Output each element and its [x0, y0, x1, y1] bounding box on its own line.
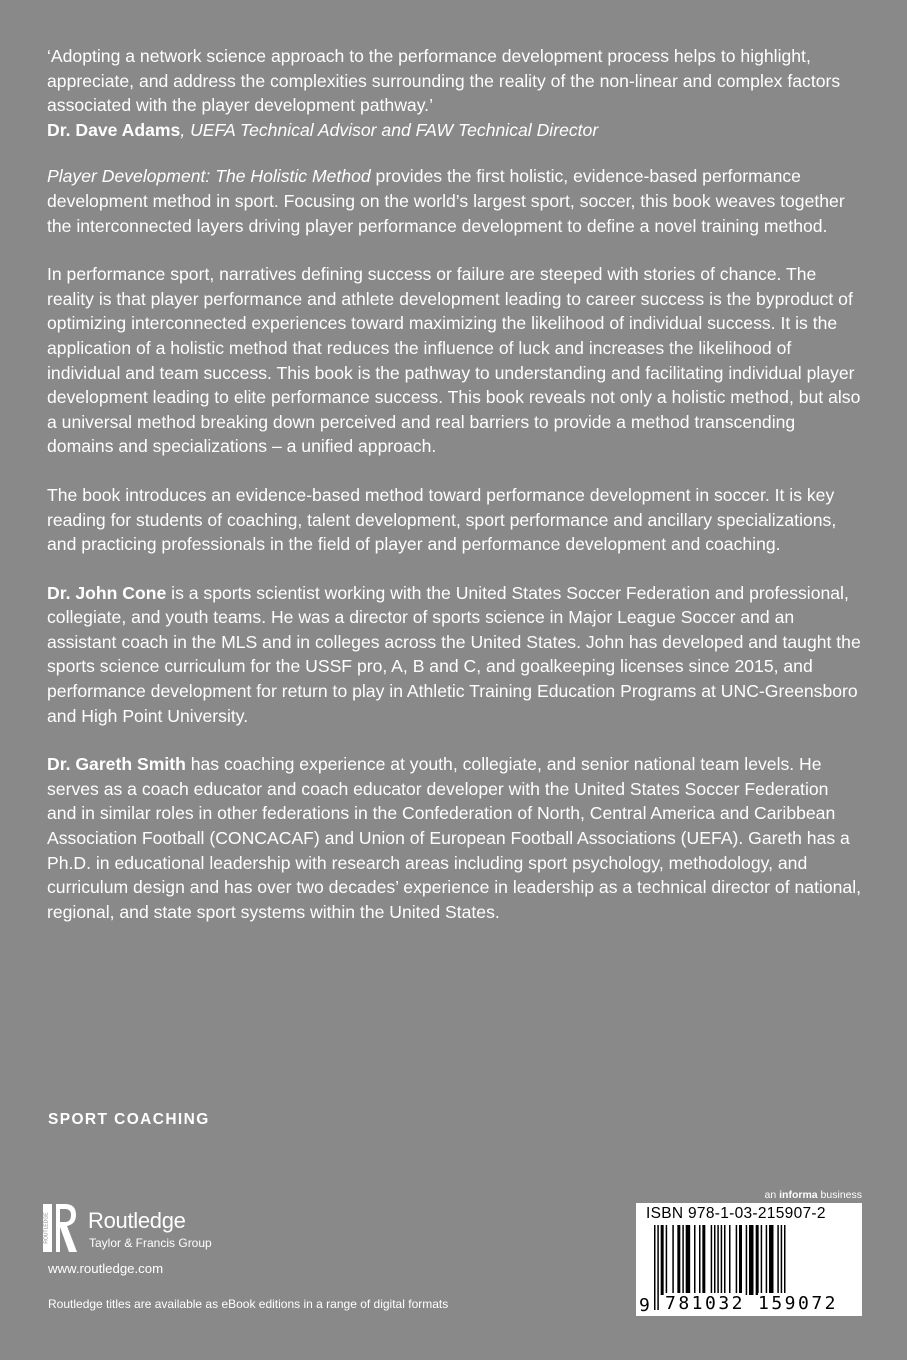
publisher-group: Taylor & Francis Group [89, 1236, 212, 1250]
description-paragraph-2: In performance sport, narratives defining success or failure are steeped with stories of chance. The reality is that player performance and athlete development leading to career success is the byproduct of optimizing interconnected experiences toward maximizing the likelihood of individual success. It is the application of a holistic method that reduces the influence of luck and increases the likelihood of individual and team success. This book is the pathway to understanding and facilitating individual player development leading to elite performance success. This book reveals not only a holistic method, but also a universal method breaking down perceived and real barriers to provide a method transcending domains and specializations – a unified approach. [47, 264, 861, 457]
barcode-bar [761, 1225, 763, 1295]
barcode-bar [769, 1225, 774, 1295]
author-bio-smith [47, 752, 862, 924]
quote-author-role: , UEFA Technical Advisor and FAW Technical Director [180, 119, 599, 140]
barcode-bar [702, 1225, 705, 1295]
barcode-bar [654, 1225, 656, 1310]
barcode-bar [699, 1225, 701, 1295]
barcode-bar [749, 1225, 754, 1295]
barcode-bar [714, 1225, 716, 1295]
barcode-bar [677, 1225, 680, 1295]
quote-text: ‘Adopting a network science approach to the performance development process helps to highlight, appreciate, and address the complexities surrounding the reality of the non-linear and complex factors associated with the player development pathway.’ [47, 46, 841, 116]
author-bio-cone [47, 581, 862, 729]
ean-left-digits: 781032 [665, 1293, 746, 1314]
isbn-barcode [636, 1203, 862, 1316]
description-intro [47, 164, 862, 238]
isbn-text: ISBN 978-1-03-215907-2 [646, 1205, 826, 1222]
barcode-bar [724, 1225, 726, 1295]
barcode-bar [672, 1225, 674, 1295]
informa-prefix: an [764, 1189, 780, 1201]
informa-suffix: business [817, 1189, 862, 1201]
subject-category: SPORT COACHING [48, 1111, 210, 1128]
barcode-bar [686, 1225, 691, 1295]
barcode-bar [739, 1225, 742, 1295]
barcode-bar [717, 1225, 719, 1295]
barcode-bar [729, 1225, 731, 1295]
description-paragraph-3: The book introduces an evidence-based method toward performance development in soccer. It is key reading for students of coaching, talent development, sport performance and ancillary specializations, and practicing professionals in the field of player and performance development and coaching. [47, 484, 837, 555]
barcode-bar [694, 1225, 696, 1295]
barcode-bar [666, 1225, 668, 1295]
svg-text:ROUTLEDGE: ROUTLEDGE [43, 1212, 50, 1244]
barcode-bar [746, 1225, 748, 1295]
book-title: Player Development: The Holistic Method [47, 166, 371, 187]
author-name: Dr. Gareth Smith [47, 754, 186, 775]
author-name: Dr. John Cone [47, 582, 167, 603]
barcode-bar [766, 1225, 768, 1295]
informa-tagline [765, 1189, 862, 1201]
ean-right-digits: 159072 [758, 1293, 839, 1314]
barcode-bar [682, 1225, 684, 1295]
barcode-bar [657, 1225, 659, 1310]
barcode-bar [711, 1225, 713, 1295]
ean-first-digit: 9 [639, 1295, 650, 1316]
publisher-url[interactable]: www.routledge.com [48, 1261, 164, 1276]
barcode-bar [777, 1225, 779, 1295]
publisher-logo [43, 1202, 263, 1258]
author-bio-text: is a sports scientist working with the United States Soccer Federation and professional, collegiate, and youth teams. He was a director of sports science in Major League Soccer and an assistant coach in the MLS and in colleges across the United States. John has developed and taught the sports science curriculum for the USSF pro, A, B and C, and goalkeeping licenses since 2015, and performance development for return to play in Athletic Training Education Programs at UNC-Greensboro and High Point University. [47, 582, 861, 726]
barcode-bar [661, 1225, 664, 1295]
endorsement-quote [47, 44, 862, 142]
quote-author: Dr. Dave Adams [47, 119, 181, 140]
routledge-r-icon [43, 1202, 79, 1254]
author-bio-text: has coaching experience at youth, collegiate, and senior national team levels. He serves as a coach educator and coach educator developer with the United States Soccer Federation and in similar roles in other federations in the Confederation of North, Central America and Caribbean Association Football (CONCACAF) and Union of European Football Associations (UEFA). Gareth has a Ph.D. in educational leadership with research areas including sport psychology, methodology, and curriculum design and has over two decades’ experience in leadership as a technical director of national, regional, and state sport systems within the United States. [47, 754, 862, 922]
publisher-name: Routledge [88, 1208, 186, 1233]
description-intro-text: provides the first holistic, evidence-based performance development method in sport. Focusing on the world’s largest sport, soccer, this book weaves together the interconnected layers driving player performance development to define a novel training method. [47, 166, 845, 236]
back-cover-text [47, 44, 862, 924]
ebook-note: Routledge titles are available as eBook editions in a range of digital formats [48, 1297, 449, 1311]
informa-word: informa [779, 1189, 818, 1201]
barcode-bar [756, 1225, 759, 1295]
barcode-bar [736, 1225, 738, 1295]
